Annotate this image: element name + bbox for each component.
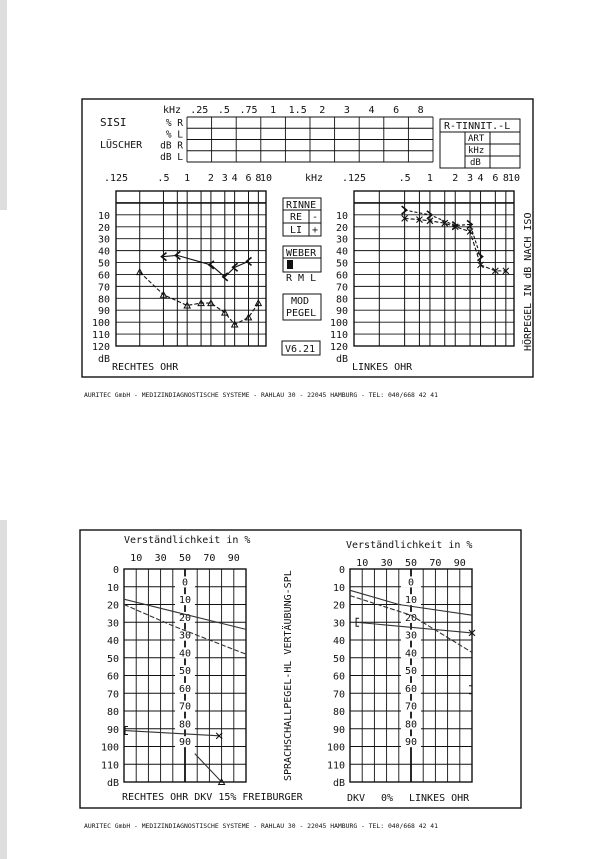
audiogram-db-label: 80 [335,294,348,306]
weber-title: WEBER [286,248,317,259]
sisi-row-labels [160,118,183,163]
speech-frame [80,530,521,808]
hearing-level-axis-label: HÖRPEGEL IN dB NACH ISO [523,212,534,351]
audiogram-db-label: 70 [335,282,348,294]
audiogram-db-label: 110 [329,330,348,342]
audiogram-grid-frame [116,191,266,346]
speech-left-dkv: DKV [347,793,366,804]
level-bracket [469,686,472,694]
audiogram-frequency-label: 3 [467,173,474,184]
audiogram-db-label: 20 [335,222,348,234]
audiogram-db-label: 50 [335,258,348,270]
right-audiogram-grid [116,191,266,346]
audiogram-db-label: 60 [97,270,110,282]
audiogram-db-label: 60 [335,270,348,282]
audiogram-frequency-label: 1 [184,173,191,184]
footer-top: AURITEC GmbH - MEDIZINDIAGNOSTISCHE SYSTEME - RAHLAU 30 - 22045 HAMBURG - TEL: 040/668 42 41 [84,391,438,399]
speech-db-label: 80 [106,707,119,718]
speech-percent-label: 70 [429,558,442,569]
top-frequency-label: 2 [319,105,326,116]
speech-db-label: 40 [332,636,345,647]
audiogram-db-label: 90 [97,306,110,318]
top-frequency-label: 1.5 [288,105,307,116]
top-khz-label: kHz [163,105,182,116]
audiogram-frequency-label: .125 [341,173,367,184]
audiogram-db-label: 10 [97,210,110,222]
audiogram-frequency-label: 2 [207,173,214,184]
right-ear-title: RECHTES OHR [112,362,179,373]
audiogram-frequency-label: .5 [157,173,170,184]
curve-label: 40 [178,648,192,660]
speech-percent-label: 30 [380,558,393,569]
curve-label: 20 [404,612,418,624]
sisi-row-label: dB R [160,140,183,152]
luscher-label: LÜSCHER [100,140,143,151]
audiogram-db-label: 120 [91,342,110,353]
curve-label: 30 [404,630,418,642]
bone-conduction-line [405,210,481,257]
audiogram-frequency-label: 2 [452,173,459,184]
curve-label: 90 [178,737,192,749]
speech-db-label: 30 [332,618,345,630]
audiogram-frequency-label: 10 [259,173,273,184]
sisi-row-label: % R [165,118,183,129]
curve-label: 80 [404,719,418,731]
speech-percent-label: 30 [154,553,167,564]
right-speech-db-labels [101,565,119,789]
top-frequency-label: .5 [217,105,230,116]
tinnitus-title: R-TINNIT.-L [444,121,511,132]
curve-label: 0 [181,577,189,589]
audiogram-db-label: 110 [91,330,110,342]
curve-label: 10 [404,595,418,607]
masking-line [124,731,219,736]
audiogram-db-label: 40 [97,246,110,258]
speech-db-label: 0 [338,565,345,576]
speech-db-label: 100 [100,742,119,754]
speech-db-label: 10 [106,582,119,594]
right-percent-labels [130,553,240,564]
top-frequency-labels [190,105,423,116]
weber-box [283,246,321,284]
curve-label: 60 [178,683,192,695]
audiogram-frequency-label: 4 [477,173,484,184]
speech-db-label: 50 [332,653,345,665]
weber-letters: R M L [286,273,317,284]
speech-db-label: 80 [332,707,345,718]
audiogram-db-label: 120 [329,342,348,353]
right-frequency-labels [104,173,272,184]
mod-label: MOD [291,296,310,307]
top-frequency-label: .25 [190,105,209,116]
speech-db-label: 60 [332,671,345,683]
speech-db-label: 10 [332,582,345,594]
left-frequency-labels [342,173,520,184]
curve-label: 0 [407,577,415,589]
left-intelligibility-label: Verständlichkeit in % [346,540,473,551]
audiogram-frequency-label: 4 [231,173,238,184]
audiogram-db-label: 100 [329,318,348,330]
rinne-title: RINNE [286,200,317,211]
audiogram-frequency-label: .125 [103,173,129,184]
audiogram-db-label: 30 [97,234,110,246]
speech-db-label: 90 [106,724,119,736]
audiogram-db-label: 100 [91,318,110,330]
left-audiogram-grid [354,191,514,346]
audiogram-db-label: 30 [335,234,348,246]
left-ear-title: LINKES OHR [352,362,413,373]
audiogram-db-label: dB [97,353,110,365]
audiogram-db-label: 70 [97,282,110,294]
top-frequency-label: 1 [270,105,277,116]
left-speech-db-labels [327,565,345,789]
curve-label: 30 [178,630,192,642]
pegel-label: PEGEL [286,308,317,319]
speech-db-label: dB [332,778,345,789]
bone-conduction-line [163,255,248,276]
center-khz-label: kHz [305,173,324,184]
audiogram-frequency-label: 8 [255,173,262,184]
audiogram-frequency-label: .5 [398,173,411,184]
audiogram-db-label: 50 [97,258,110,270]
audiogram-db-label: 10 [335,210,348,222]
speech-percent-label: 50 [178,553,192,564]
audiogram-frequency-label: 3 [221,173,228,184]
footer-bottom: AURITEC GmbH - MEDIZINDIAGNOSTISCHE SYSTEME - RAHLAU 30 - 22045 HAMBURG - TEL: 040/668 42 41 [84,822,438,830]
tinnitus-row-db: dB [470,158,481,168]
speech-percent-label: 70 [203,553,216,564]
audiogram-frequency-label: 10 [507,173,521,184]
sisi-grid [187,117,433,162]
speech-db-label: 70 [106,689,119,701]
right-intelligibility-label: Verständlichkeit in % [124,535,251,546]
speech-db-label: 100 [326,742,345,754]
result-curve [195,754,222,782]
speech-left-title: LINKES OHR [409,793,470,804]
version-label: V6.21 [285,344,316,355]
audiogram-form [82,99,534,399]
top-frequency-label: 3 [343,105,350,116]
speech-db-label: 50 [106,653,119,665]
speech-db-label: 110 [326,760,345,772]
sisi-row-label: % L [165,129,183,141]
speech-left-dkv-value: 0% [381,793,394,804]
mod-pegel-box [283,294,321,320]
audiogram-db-label: 40 [335,246,348,258]
curve-label: 50 [404,666,418,678]
speech-db-label: 20 [106,600,119,612]
speech-percent-label: 10 [130,553,143,564]
tinnitus-row-art: ART [468,134,485,144]
curve-label: 50 [178,666,192,678]
audiogram-db-label: 90 [335,306,348,318]
left-percent-labels [356,558,466,569]
curve-label: 80 [178,719,192,731]
speech-db-label: 40 [106,636,119,647]
speech-db-label: 20 [332,600,345,612]
rinne-minus: - [312,212,319,223]
curve-label: 20 [178,612,192,624]
curve-label: 40 [404,648,418,660]
top-frequency-label: .75 [239,105,258,116]
audiogram-frequency-label: 1 [426,173,433,184]
audiogram-db-label: 20 [97,222,110,234]
speech-audiogram-form [80,530,521,830]
version-box [282,341,320,355]
audiogram-db-label: 80 [97,294,110,306]
top-frequency-label: 8 [417,105,424,116]
speech-db-label: 110 [100,760,119,772]
curve-label: 60 [404,683,418,695]
sisi-label: SISI [100,116,127,129]
top-frequency-label: 4 [368,105,375,116]
left-db-labels [330,211,348,365]
speech-percent-label: 90 [453,558,466,569]
weber-marker [287,260,293,269]
sisi-row-label: dB L [160,151,183,163]
rinne-plus: + [312,225,319,236]
audiogram-frequency-label: 6 [245,173,252,184]
top-frequency-label: 6 [393,105,400,116]
tinnitus-box [440,119,520,168]
speech-db-label: 70 [332,689,345,701]
curve-label: 90 [404,737,418,749]
speech-percent-label: 90 [227,553,240,564]
right-db-labels [92,211,110,365]
speech-level-axis-label: SPRACHSCHALLPEGEL-HL VERTÄUBUNG-SPL [283,570,294,781]
curve-label: 70 [404,701,418,713]
curve-label: 70 [178,701,192,713]
audiogram-frequency-label: 8 [502,173,509,184]
audiogram-grid-frame [354,191,514,346]
speech-db-label: 30 [106,618,119,630]
speech-right-footer: RECHTES OHR DKV 15% FREIBURGER [122,792,303,803]
audiogram-frequency-label: 6 [492,173,499,184]
speech-db-label: 0 [112,565,119,576]
audiogram-db-label: dB [335,353,348,365]
speech-percent-label: 10 [356,558,369,569]
speech-percent-label: 50 [404,558,418,569]
rinne-box [283,198,321,236]
rinne-li: LI [290,225,303,236]
speech-db-label: dB [106,778,119,789]
speech-db-label: 60 [106,671,119,683]
curve-label: 10 [178,595,192,607]
rinne-re: RE [290,212,303,223]
speech-db-label: 90 [332,724,345,736]
tinnitus-row-khz: kHz [468,146,485,156]
